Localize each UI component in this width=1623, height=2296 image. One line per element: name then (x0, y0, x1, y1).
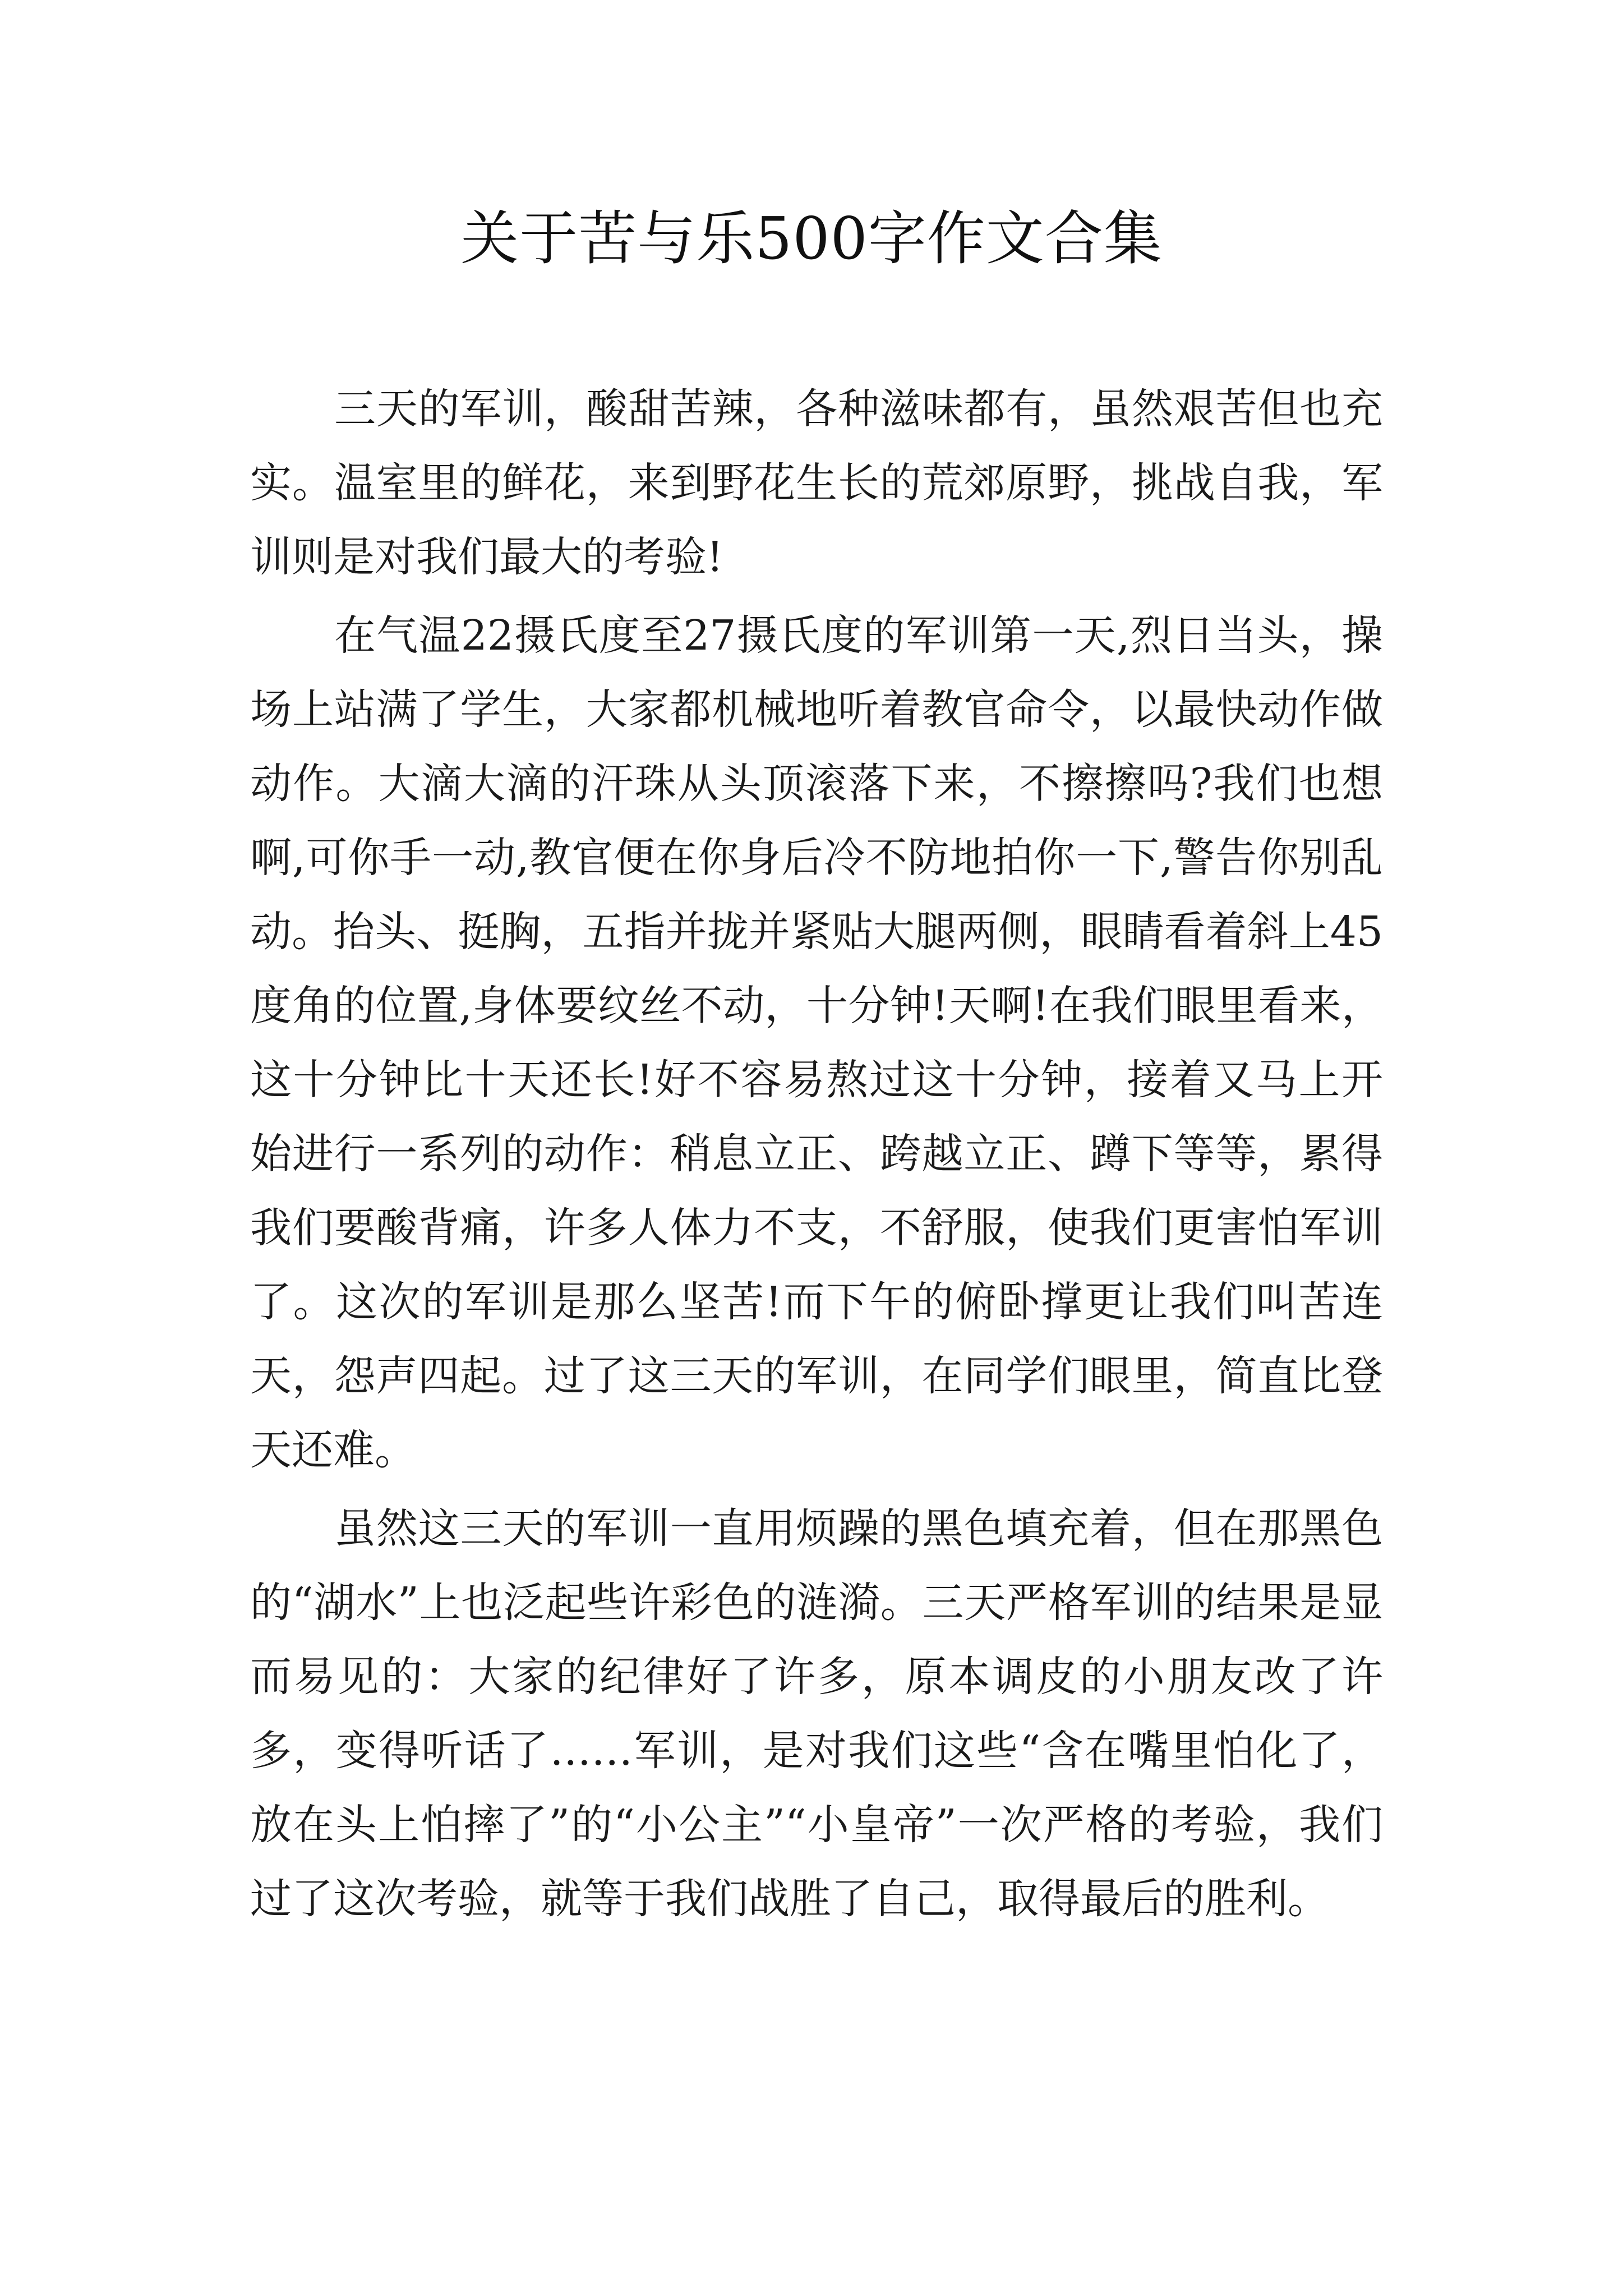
document-title: 关于苦与乐500字作文合集 (460, 204, 1163, 273)
document-body (250, 372, 1383, 1940)
paragraph-2: 在气温22摄氏度至27摄氏度的军训第一天,烈日当头，操场上站满了学生，大家都机械地听着教官命令，以最快动作做动作。大滴大滴的汗珠从头顶滚落下来，不擦擦吗?我们也想啊,可你手一动,教官便在你身后冷不防地拍你一下,警告你别乱动。抬头、挺胸，五指并拢并紧贴大腿两侧，眼睛看着斜上45度角的位置,身体要纹丝不动，十分钟!天啊!在我们眼里看来，这十分钟比十天还长!好不容易熬过这十分钟，接着又马上开始进行一系列的动作：稍息立正、跨越立正、蹲下等等，累得我们要酸背痛，许多人体力不支，不舒服，使我们更害怕军训了。这次的军训是那么坚苦!而下午的俯卧撑更让我们叫苦连天，怨声四起。过了这三天的军训，在同学们眼里，简直比登天还难。 (250, 611, 1383, 1474)
paragraph-1: 三天的军训，酸甜苦辣，各种滋味都有，虽然艰苦但也充实。温室里的鲜花，来到野花生长的荒郊原野，挑战自我，军训则是对我们最大的考验! (250, 385, 1383, 581)
paragraph-3: 虽然这三天的军训一直用烦躁的黑色填充着，但在那黑色的“湖水”上也泛起些许彩色的涟漪。三天严格军训的结果是显而易见的：大家的纪律好了许多，原本调皮的小朋友改了许多，变得听话了……军训，是对我们这些“含在嘴里怕化了，放在头上怕摔了”的“小公主”“小皇帝”一次严格的考验，我们过了这次考验，就等于我们战胜了自己，取得最后的胜利。 (250, 1504, 1383, 1923)
